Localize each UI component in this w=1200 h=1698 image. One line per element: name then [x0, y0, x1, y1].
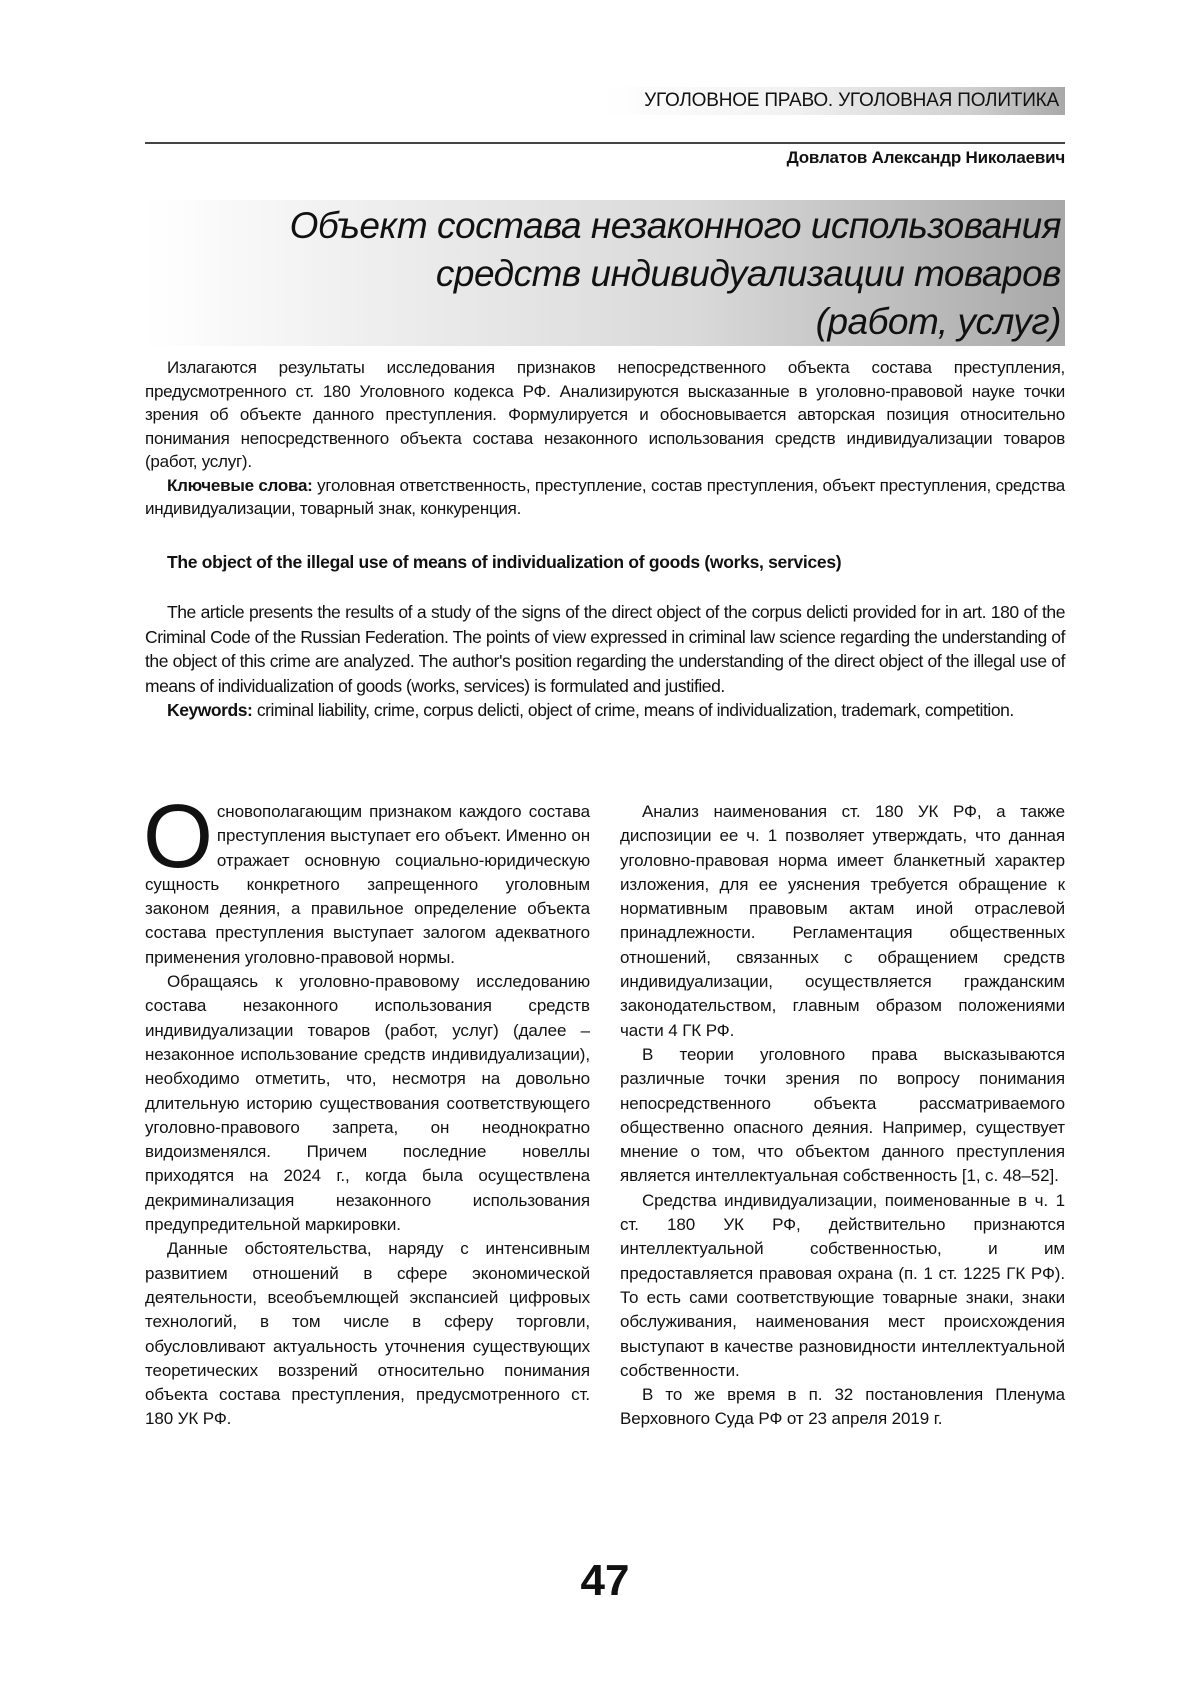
article-title-block [145, 200, 1065, 346]
body-column-right [620, 800, 1065, 1432]
body-paragraph: В теории уголовного права высказываются различные точки зрения по вопросу понимания непосредственного объекта рассматриваемого общественно опасного деяния. Например, существует мнение о том, что объектом данного преступления является интеллектуальная собственность [1, с. 48–52]. [620, 1044, 1065, 1186]
keywords-label: Keywords: [167, 700, 253, 720]
section-header [604, 86, 1065, 116]
keywords-label: Ключевые слова: [167, 475, 313, 495]
header-divider [145, 142, 1065, 144]
body-column-left [143, 787, 590, 1432]
paragraph-text: сновополагающим признаком каждого состава преступления выступает его объект. Именно он отражает основную социально-юридическую сущность конкретного запрещенного уголовным законом деяния, а правильное определение объекта состава преступления выступает залогом адекватного применения уголовно-правовой нормы. [145, 802, 590, 967]
body-paragraph: Средства индивидуализации, поименованные в ч. 1 ст. 180 УК РФ, действительно признаются интеллектуальной собственностью, и им предоставляется правовая охрана (п. 1 ст. 1225 ГК РФ). То есть сами соответствующие товарные знаки, знаки обслуживания, наименования мест происхождения выступают в качестве разновидности интеллектуальной собственности. [620, 1190, 1065, 1380]
abstract-text: Излагаются результаты исследования признаков непосредственного объекта состава преступления, предусмотренного ст. 180 Уголовного кодекса РФ. Анализируются высказанные в уголовно-правовой науке точки зрения об объекте данного преступления. Формулируется и обосновывается авторская позиция относительно понимания непосредственного объекта состава незаконного использования средств индивидуализации товаров (работ, услуг). [145, 358, 1065, 471]
abstract-english [145, 600, 1065, 723]
body-paragraph: Обращаясь к уголовно-правовому исследованию состава незаконного использования средств индивидуализации товаров (работ, услуг) (далее – незаконное использование средств индивидуализации), необходимо отметить, что, несмотря на довольно длительную историю существования соответствующего уголовно-правового запрета, он неоднократно видоизменялся. Причем последние новеллы приходятся на 2024 г., когда была осуществлена декриминализация незаконного использования предупредительной маркировки. [145, 972, 590, 1235]
abstract-russian [145, 356, 1065, 521]
keywords-paragraph [145, 698, 1065, 723]
title-line: средств индивидуализации товаров [435, 253, 1061, 294]
title-line: Объект состава незаконного использования [289, 205, 1061, 246]
drop-cap: О [143, 787, 213, 887]
author-name: Довлатов Александр Николаевич [786, 148, 1065, 167]
keywords-list: criminal liability, crime, corpus delicti, object of crime, means of individualization, trademark, competition. [252, 700, 1014, 720]
article-title [290, 202, 1061, 346]
body-paragraph: В то же время в п. 32 постановления Пленума Верховного Суда РФ от 23 апреля 2019 г. [620, 1385, 1065, 1429]
section-rubric: УГОЛОВНОЕ ПРАВО. УГОЛОВНАЯ ПОЛИТИКА [604, 87, 1065, 115]
keywords-list: уголовная ответственность, преступление, состав преступления, объект преступления, средства индивидуализации, товарный знак, конкуренция. [145, 475, 1066, 518]
body-paragraph: Данные обстоятельства, наряду с интенсивным развитием отношений в сфере экономической деятельности, всеобъемлющей экспансией цифровых технологий, в том числе в сферу торговли, обусловливают актуальность уточнения существующих теоретических воззрений относительно понимания объекта состава преступления, предусмотренного ст. 180 УК РФ. [145, 1239, 590, 1429]
abstract-text: The article presents the results of a study of the signs of the direct object of the corpus delicti provided for in art. 180 of the Criminal Code of the Russian Federation. The points of view expressed in criminal law science regarding the understanding of the object of this crime are analyzed. The author's position regarding the understanding of the direct object of the illegal use of means of individualization of goods (works, services) is formulated and justified. [145, 602, 1065, 696]
body-paragraph: Анализ наименования ст. 180 УК РФ, а также диспозиции ее ч. 1 позволяет утверждать, что данная уголовно-правовая норма имеет бланкетный характер изложения, для ее уяснения требуется обращение к нормативным правовым актам иной отраслевой принадлежности. Регламентация общественных отношений, связанных с обращением средств индивидуализации, осуществляется гражданским законодательством, главным образом положениями части 4 ГК РФ. [620, 802, 1065, 1040]
body-paragraph [143, 787, 590, 970]
english-title: The object of the illegal use of means of individualization of goods (works, services) [167, 552, 842, 572]
page-number: 47 [580, 1556, 630, 1605]
title-line: (работ, услуг) [815, 301, 1061, 342]
keywords-paragraph [145, 474, 1065, 521]
